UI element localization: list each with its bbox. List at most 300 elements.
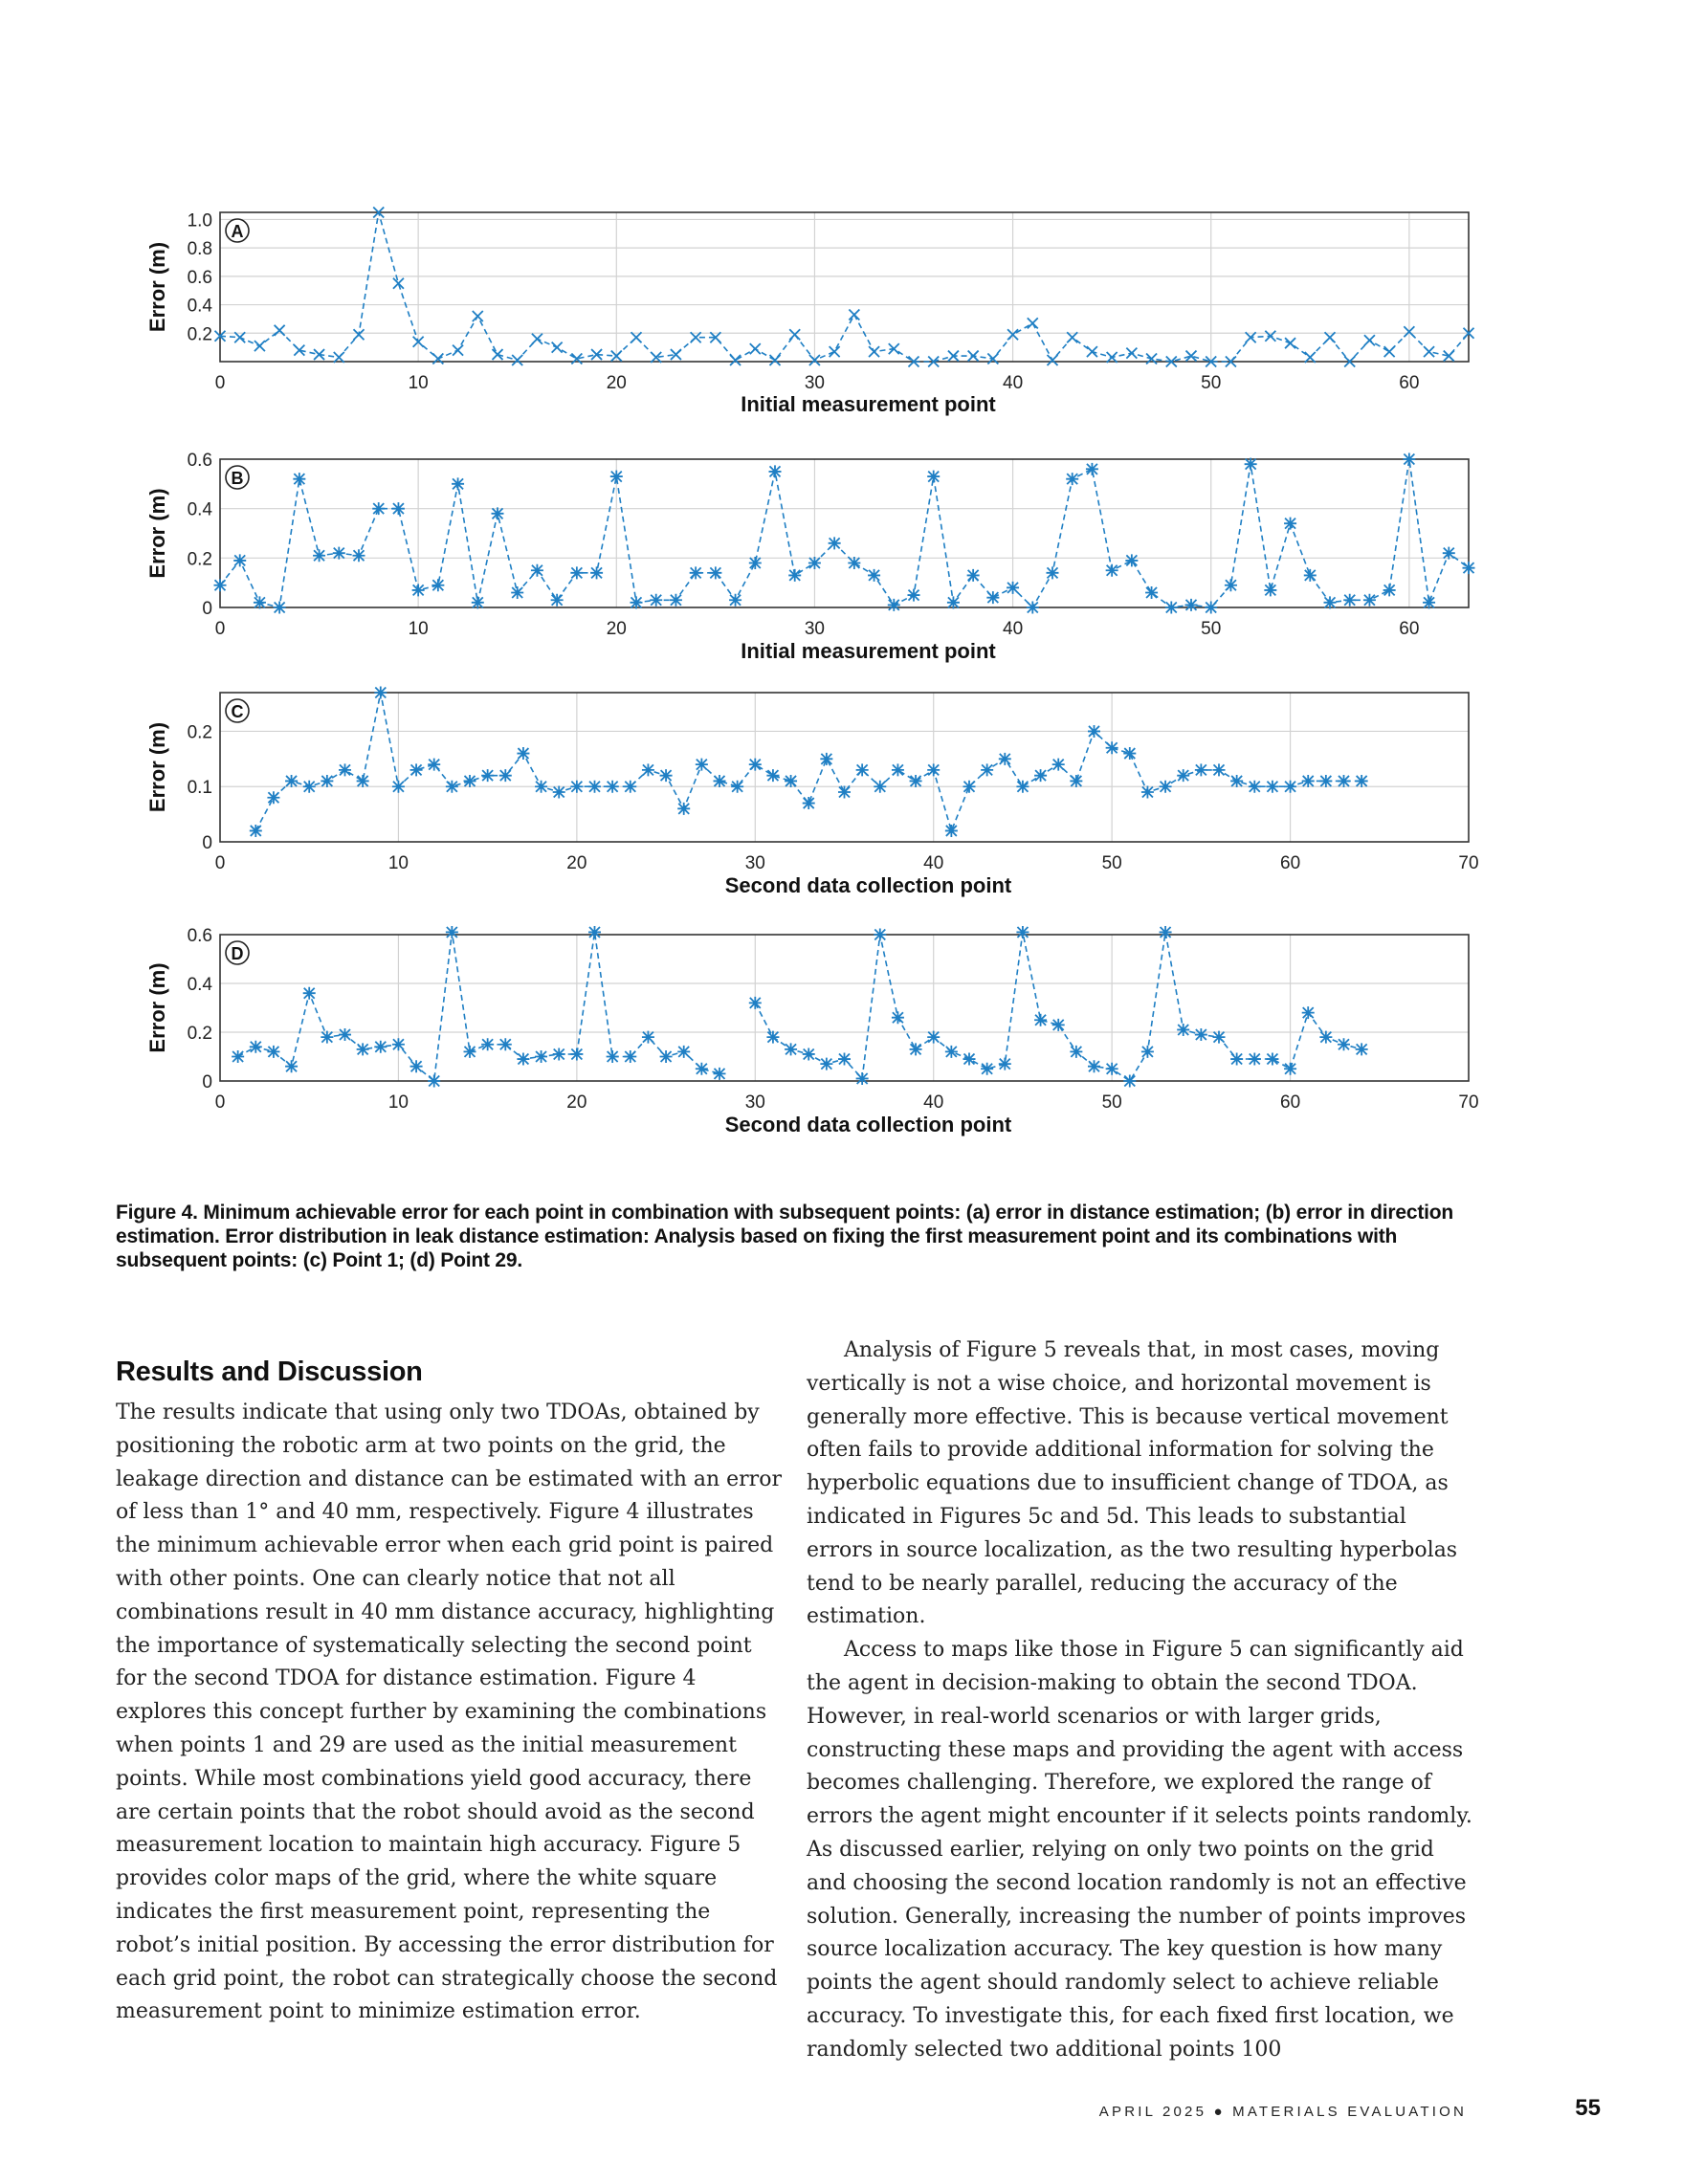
data-point-marker xyxy=(333,547,345,560)
data-point-marker xyxy=(339,1028,351,1041)
data-point-marker xyxy=(446,926,458,938)
section-heading: Results and Discussion xyxy=(116,1357,423,1387)
data-point-marker xyxy=(552,342,563,353)
data-point-marker xyxy=(374,1041,387,1053)
data-point-marker xyxy=(1249,1053,1261,1066)
data-point-marker xyxy=(492,507,504,519)
x-tick-label: 30 xyxy=(744,853,765,873)
data-point-marker xyxy=(1106,564,1118,577)
data-point-marker xyxy=(232,1050,244,1063)
x-tick-label: 0 xyxy=(214,619,226,639)
data-point-marker xyxy=(981,1063,993,1075)
data-point-marker xyxy=(275,325,285,336)
data-point-marker xyxy=(1052,759,1065,771)
plot-frame xyxy=(220,459,1469,607)
data-point-marker xyxy=(1067,332,1077,342)
data-point-marker xyxy=(357,775,369,787)
data-point-marker xyxy=(1266,1053,1278,1066)
data-point-marker xyxy=(233,554,246,566)
data-point-marker xyxy=(945,825,958,837)
x-tick-label: 10 xyxy=(408,619,429,639)
data-point-marker xyxy=(1028,318,1038,328)
data-point-marker xyxy=(749,759,762,771)
series-line xyxy=(255,693,1361,830)
panel-label: C xyxy=(231,702,244,721)
data-point-marker xyxy=(1052,1019,1065,1031)
data-point-marker xyxy=(838,786,851,799)
y-tick-label: 0.2 xyxy=(187,324,212,345)
data-point-marker xyxy=(869,346,879,357)
data-point-marker xyxy=(750,343,761,354)
panel-label: D xyxy=(231,944,244,963)
data-point-marker xyxy=(1087,346,1097,357)
data-point-marker xyxy=(967,569,980,582)
x-tick-label: 70 xyxy=(1458,853,1479,873)
data-point-marker xyxy=(254,596,266,608)
data-point-marker xyxy=(1070,1046,1082,1058)
data-point-marker xyxy=(749,557,762,569)
data-point-marker xyxy=(570,781,583,793)
data-point-marker xyxy=(535,781,547,793)
data-point-marker xyxy=(588,926,601,938)
data-point-marker xyxy=(642,763,654,776)
data-point-marker xyxy=(714,1068,726,1080)
data-point-marker xyxy=(908,589,920,602)
data-point-marker xyxy=(1423,596,1435,608)
y-axis-label: Error (m) xyxy=(145,962,169,1053)
data-point-marker xyxy=(849,309,859,320)
data-point-marker xyxy=(1319,1031,1332,1044)
y-tick-label: 0.2 xyxy=(187,1024,212,1044)
data-point-marker xyxy=(1443,547,1455,560)
data-point-marker xyxy=(1338,775,1350,787)
x-tick-label: 20 xyxy=(566,1092,587,1113)
data-point-marker xyxy=(472,596,484,608)
data-point-marker xyxy=(607,781,619,793)
data-point-marker xyxy=(892,763,904,776)
data-point-marker xyxy=(1034,1014,1047,1026)
data-point-marker xyxy=(848,557,860,569)
data-point-marker xyxy=(820,753,832,765)
y-axis-label: Error (m) xyxy=(145,488,169,579)
figure-caption: Figure 4. Minimum achievable error for each point in combination with subsequent points: (a) error in distance estimation; (b) error in direction estimation. Error distribution in leak distance estimation: Analysis based on fixing the first measurement point and its combinations with subsequent points: (c) Point 1; (d) Point 29. xyxy=(116,1202,1454,1271)
data-point-marker xyxy=(769,465,782,477)
data-point-marker xyxy=(553,1048,565,1060)
x-tick-label: 50 xyxy=(1101,1092,1122,1113)
data-point-marker xyxy=(428,759,440,771)
data-point-marker xyxy=(1066,473,1078,485)
data-point-marker xyxy=(610,471,623,483)
data-point-marker xyxy=(532,334,542,344)
data-point-marker xyxy=(830,346,840,357)
data-point-marker xyxy=(570,1048,583,1060)
data-point-marker xyxy=(631,596,643,608)
x-tick-label: 20 xyxy=(606,373,627,393)
data-point-marker xyxy=(838,1053,851,1066)
data-point-marker xyxy=(1125,554,1138,566)
data-point-marker xyxy=(766,1031,779,1044)
x-tick-label: 30 xyxy=(744,1092,765,1113)
data-point-marker xyxy=(729,594,741,607)
x-tick-label: 10 xyxy=(387,853,409,873)
journal-footer: APRIL 2025 ● MATERIALS EVALUATION xyxy=(1098,2104,1467,2120)
data-point-marker xyxy=(588,781,601,793)
data-point-marker xyxy=(1285,338,1295,348)
data-point-marker xyxy=(999,1058,1011,1070)
data-point-marker xyxy=(392,781,405,793)
data-point-marker xyxy=(1195,1028,1207,1041)
data-point-marker xyxy=(499,769,512,782)
data-point-marker xyxy=(785,775,797,787)
data-point-marker xyxy=(452,477,464,490)
data-point-marker xyxy=(481,1038,494,1050)
data-point-marker xyxy=(1284,518,1296,530)
data-point-marker xyxy=(321,1031,333,1044)
data-point-marker xyxy=(766,769,779,782)
data-point-marker xyxy=(624,1050,636,1063)
data-point-marker xyxy=(357,1043,369,1055)
data-point-marker xyxy=(856,1072,869,1085)
data-point-marker xyxy=(808,557,821,569)
data-point-marker xyxy=(1016,781,1029,793)
data-point-marker xyxy=(428,1075,440,1088)
data-point-marker xyxy=(927,763,940,776)
data-point-marker xyxy=(293,473,305,485)
data-point-marker xyxy=(493,349,503,360)
data-point-marker xyxy=(1213,763,1226,776)
data-point-marker xyxy=(1048,355,1058,365)
x-tick-label: 70 xyxy=(1458,1092,1479,1113)
y-tick-label: 0.2 xyxy=(187,722,212,743)
data-point-marker xyxy=(1384,346,1395,357)
data-point-marker xyxy=(392,1038,405,1050)
x-tick-label: 50 xyxy=(1101,853,1122,873)
data-point-marker xyxy=(571,354,582,364)
data-point-marker xyxy=(731,781,743,793)
data-point-marker xyxy=(868,569,880,582)
data-point-marker xyxy=(1126,348,1137,359)
data-point-marker xyxy=(1265,331,1275,342)
data-point-marker xyxy=(590,566,603,579)
data-point-marker xyxy=(987,354,998,364)
panel-label: B xyxy=(231,469,244,488)
data-point-marker xyxy=(981,763,993,776)
data-point-marker xyxy=(321,775,333,787)
y-tick-label: 0 xyxy=(202,1072,212,1092)
data-point-marker xyxy=(1160,926,1172,938)
data-point-marker xyxy=(354,329,365,340)
data-point-marker xyxy=(234,332,245,342)
data-point-marker xyxy=(999,753,1011,765)
data-point-marker xyxy=(660,769,673,782)
plot-frame xyxy=(220,693,1469,842)
data-point-marker xyxy=(511,586,523,599)
data-point-marker xyxy=(749,997,762,1009)
data-point-marker xyxy=(303,987,316,1000)
data-point-marker xyxy=(432,354,443,364)
x-tick-label: 50 xyxy=(1201,373,1222,393)
data-point-marker xyxy=(412,584,425,596)
data-point-marker xyxy=(820,1058,832,1070)
data-point-marker xyxy=(624,781,636,793)
data-point-marker xyxy=(677,1046,690,1058)
x-axis-label: Initial measurement point xyxy=(741,639,996,663)
data-point-marker xyxy=(1364,335,1375,345)
data-point-marker xyxy=(963,1053,976,1066)
data-point-marker xyxy=(214,579,227,591)
data-point-marker xyxy=(285,775,298,787)
y-tick-label: 0.6 xyxy=(187,267,212,288)
data-point-marker xyxy=(1070,775,1082,787)
x-tick-label: 20 xyxy=(606,619,627,639)
data-point-marker xyxy=(1145,586,1158,599)
series-line xyxy=(238,933,719,1082)
data-point-marker xyxy=(464,1046,476,1058)
data-point-marker xyxy=(1325,332,1336,342)
data-point-marker xyxy=(1213,1031,1226,1044)
data-point-marker xyxy=(1177,769,1189,782)
data-point-marker xyxy=(670,594,682,607)
page-number: 55 xyxy=(1575,2095,1601,2121)
data-point-marker xyxy=(303,781,316,793)
data-point-marker xyxy=(1146,354,1157,364)
data-point-marker xyxy=(1195,763,1207,776)
x-tick-label: 30 xyxy=(804,619,825,639)
data-point-marker xyxy=(1356,1043,1368,1055)
x-tick-label: 10 xyxy=(387,1092,409,1113)
data-point-marker xyxy=(517,1053,529,1066)
data-point-marker xyxy=(1266,781,1278,793)
data-point-marker xyxy=(255,341,265,351)
x-tick-label: 60 xyxy=(1280,1092,1301,1113)
data-point-marker xyxy=(1302,775,1315,787)
data-point-marker xyxy=(888,599,900,611)
data-point-marker xyxy=(660,1050,673,1063)
series-line xyxy=(220,459,1469,607)
data-point-marker xyxy=(986,591,999,604)
data-point-marker xyxy=(631,332,642,342)
data-point-marker xyxy=(892,1011,904,1024)
x-tick-label: 0 xyxy=(214,373,226,393)
data-point-marker xyxy=(770,355,781,365)
y-tick-label: 0.6 xyxy=(187,451,212,471)
data-point-marker xyxy=(927,1031,940,1044)
data-point-marker xyxy=(392,502,405,515)
data-point-marker xyxy=(788,569,801,582)
data-point-marker xyxy=(499,1038,512,1050)
y-tick-label: 0.4 xyxy=(187,499,212,520)
data-point-marker xyxy=(453,345,463,356)
data-point-marker xyxy=(1123,747,1136,760)
data-point-marker xyxy=(1106,1063,1118,1075)
x-tick-label: 30 xyxy=(804,373,825,393)
data-point-marker xyxy=(650,594,662,607)
data-point-marker xyxy=(1363,594,1376,607)
data-point-marker xyxy=(1186,351,1197,362)
data-point-marker xyxy=(1338,1038,1350,1050)
x-axis-label: Initial measurement point xyxy=(741,392,996,416)
y-tick-label: 0.4 xyxy=(187,296,212,317)
data-point-marker xyxy=(803,797,815,809)
data-point-marker xyxy=(353,549,365,562)
data-point-marker xyxy=(267,791,279,804)
data-point-marker xyxy=(432,579,444,591)
data-point-marker xyxy=(1141,1046,1154,1058)
data-point-marker xyxy=(570,566,583,579)
data-point-marker xyxy=(785,1043,797,1055)
data-point-marker xyxy=(927,471,940,483)
data-point-marker xyxy=(607,1050,619,1063)
data-point-marker xyxy=(393,278,404,289)
data-point-marker xyxy=(1302,1006,1315,1019)
y-tick-label: 0.2 xyxy=(187,549,212,570)
data-point-marker xyxy=(696,759,708,771)
data-point-marker xyxy=(1356,775,1368,787)
data-point-marker xyxy=(339,763,351,776)
data-point-marker xyxy=(1230,1053,1243,1066)
y-axis-label: Error (m) xyxy=(145,241,169,333)
data-point-marker xyxy=(874,929,886,941)
y-tick-label: 0.8 xyxy=(187,239,212,260)
x-tick-label: 60 xyxy=(1399,373,1420,393)
x-tick-label: 40 xyxy=(1003,619,1024,639)
data-point-marker xyxy=(250,1041,262,1053)
data-point-marker xyxy=(1016,926,1029,938)
data-point-marker xyxy=(803,1048,815,1060)
body-paragraph: Analysis of Figure 5 reveals that, in most cases, moving vertically is not a wise choice, and horizontal movement is generally more effective. This is because vertical movement often fails to provide additional information for solving the hyperbolic equations due to insufficient change of TDOA, as indicated in Figures 5c and 5d. This leads to substantial errors in source localization, as the two resulting hyperbolas tend to be nearly parallel, reducing the accuracy of the estimation. xyxy=(807,1338,1458,1629)
data-point-marker xyxy=(1324,596,1337,608)
data-point-marker xyxy=(531,564,543,577)
data-point-marker xyxy=(677,803,690,815)
data-point-marker xyxy=(267,1046,279,1058)
x-tick-label: 60 xyxy=(1399,619,1420,639)
data-point-marker xyxy=(730,355,741,365)
y-tick-label: 0.6 xyxy=(187,926,212,946)
left-column xyxy=(116,1397,786,2029)
data-point-marker xyxy=(473,311,483,321)
data-point-marker xyxy=(696,1063,708,1075)
data-point-marker xyxy=(1225,579,1237,591)
data-point-marker xyxy=(1424,346,1434,357)
data-point-marker xyxy=(1264,584,1276,596)
data-point-marker xyxy=(1165,602,1178,614)
data-point-marker xyxy=(1123,1075,1136,1088)
data-point-marker xyxy=(1383,584,1396,596)
right-column xyxy=(807,1335,1476,2067)
data-point-marker xyxy=(968,351,979,362)
data-point-marker xyxy=(1185,599,1198,611)
data-point-marker xyxy=(829,537,841,549)
data-point-marker xyxy=(1230,775,1243,787)
data-point-marker xyxy=(1245,458,1257,471)
x-axis-label: Second data collection point xyxy=(724,873,1012,897)
data-point-marker xyxy=(274,602,286,614)
data-point-marker xyxy=(1177,1024,1189,1036)
data-point-marker xyxy=(551,594,564,607)
data-point-marker xyxy=(1160,781,1172,793)
data-point-marker xyxy=(1205,602,1217,614)
data-point-marker xyxy=(1141,786,1154,799)
body-paragraph: Access to maps like those in Figure 5 can significantly aid the agent in decision-making to obtain the second TDOA. However, in real-world scenarios or with larger grids, constructing these maps and providing the agent with access becomes challenging. Therefore, we explored the range of errors the agent might encounter if it selects points randomly. As discussed earlier, relying on only two points on the grid and choosing the second location randomly is not an effective solution. Generally, increasing the number of points improves source localization accuracy. The key question is how many points the agent should randomly select to achieve reliable accuracy. To investigate this, for each fixed first location, we randomly selected two additional points 100 xyxy=(807,1638,1472,2062)
y-tick-label: 0.1 xyxy=(187,778,212,799)
data-point-marker xyxy=(1106,741,1118,754)
data-point-marker xyxy=(963,781,976,793)
data-point-marker xyxy=(374,687,387,699)
panel-label: A xyxy=(231,222,244,241)
y-axis-label: Error (m) xyxy=(145,721,169,813)
y-tick-label: 0.4 xyxy=(187,975,212,995)
data-point-marker xyxy=(1027,602,1039,614)
data-point-marker xyxy=(535,1050,547,1063)
data-point-marker xyxy=(789,329,800,340)
data-point-marker xyxy=(1403,453,1415,466)
body-paragraph: The results indicate that using only two TDOAs, obtained by positioning the robotic arm at two points on the grid, the leakage direction and distance can be estimated with an error of less than 1° and 40 mm, respectively. Figure 4 illustrates the minimum achievable error when each grid point is paired with other points. One can clearly notice that not all combinations result in 40 mm distance accuracy, highlighting the importance of systematically selecting the second point for the second TDOA for distance estimation. Figure 4 explores this concept further by examining the combinations when points 1 and 29 are used as the initial measurement points. While most combinations yield good accuracy, there are certain points that the robot should avoid as the second measurement location to maintain high accuracy. Figure 5 provides color maps of the grid, where the white square indicates the first measurement point, representing the robot’s initial position. By accessing the error distribution for each grid point, the robot can strategically choose the second measurement point to minimize estimation error. xyxy=(116,1401,782,2024)
data-point-marker xyxy=(709,566,721,579)
data-point-marker xyxy=(1007,582,1019,594)
series-line xyxy=(220,212,1469,362)
x-tick-label: 10 xyxy=(408,373,429,393)
data-point-marker xyxy=(1343,594,1356,607)
data-point-marker xyxy=(553,786,565,799)
data-point-marker xyxy=(464,775,476,787)
x-tick-label: 50 xyxy=(1201,619,1222,639)
data-point-marker xyxy=(910,1043,922,1055)
x-tick-label: 40 xyxy=(923,853,944,873)
data-point-marker xyxy=(285,1060,298,1072)
x-tick-label: 20 xyxy=(566,853,587,873)
data-point-marker xyxy=(690,566,702,579)
y-tick-label: 0 xyxy=(202,833,212,853)
data-point-marker xyxy=(945,1046,958,1058)
data-point-marker xyxy=(313,549,325,562)
y-tick-label: 0 xyxy=(202,599,212,619)
data-point-marker xyxy=(372,502,385,515)
data-point-marker xyxy=(1284,781,1296,793)
data-point-marker xyxy=(481,769,494,782)
x-tick-label: 40 xyxy=(923,1092,944,1113)
data-point-marker xyxy=(410,1060,423,1072)
y-tick-label: 1.0 xyxy=(187,210,212,232)
data-point-marker xyxy=(1284,1063,1296,1075)
x-tick-label: 60 xyxy=(1280,853,1301,873)
data-point-marker xyxy=(410,763,423,776)
data-point-marker xyxy=(714,775,726,787)
x-axis-label: Second data collection point xyxy=(724,1113,1012,1136)
data-point-marker xyxy=(517,747,529,760)
data-point-marker xyxy=(910,775,922,787)
data-point-marker xyxy=(250,825,262,837)
data-point-marker xyxy=(947,596,960,608)
data-point-marker xyxy=(1088,1060,1100,1072)
data-point-marker xyxy=(512,355,522,365)
data-point-marker xyxy=(856,763,869,776)
data-point-marker xyxy=(642,1031,654,1044)
x-tick-label: 40 xyxy=(1003,373,1024,393)
data-point-marker xyxy=(1319,775,1332,787)
x-tick-label: 0 xyxy=(214,1092,226,1113)
data-point-marker xyxy=(1034,769,1047,782)
data-point-marker xyxy=(1249,781,1261,793)
x-tick-label: 0 xyxy=(214,853,226,873)
data-point-marker xyxy=(874,781,886,793)
data-point-marker xyxy=(1246,332,1256,342)
data-point-marker xyxy=(1304,569,1317,582)
data-point-marker xyxy=(1047,566,1059,579)
data-point-marker xyxy=(1088,725,1100,738)
data-point-marker xyxy=(1086,463,1098,475)
data-point-marker xyxy=(446,781,458,793)
data-point-marker xyxy=(1463,562,1475,574)
